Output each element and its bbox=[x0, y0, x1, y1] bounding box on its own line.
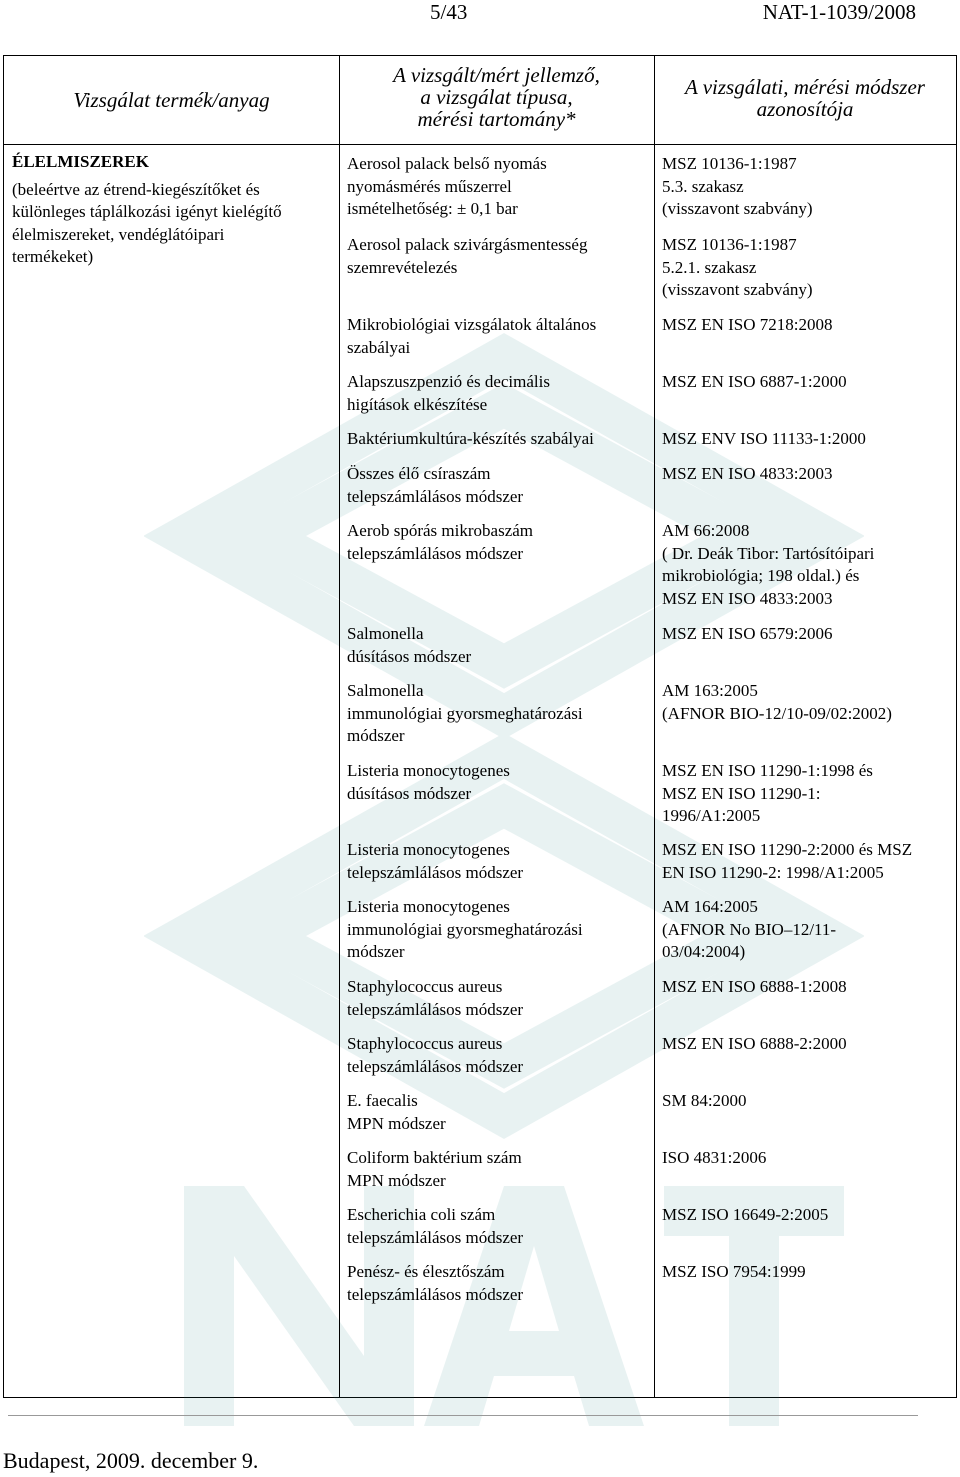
characteristics-column bbox=[347, 153, 647, 1393]
method-item: ISO 4831:2006 bbox=[662, 1148, 767, 1167]
characteristic-item: Salmonella immunológiai gyorsmeghatározási módszer bbox=[347, 681, 583, 745]
method-item: AM 66:2008 ( Dr. Deák Tibor: Tartósítóipari mikrobiológia; 198 oldal.) és MSZ EN ISO 4833:2003 bbox=[662, 521, 875, 608]
column-header-characteristic: A vizsgált/mért jellemző, a vizsgálat típusa, mérési tartomány* bbox=[393, 63, 600, 131]
method-item: MSZ ENV ISO 11133-1:2000 bbox=[662, 429, 866, 448]
characteristic-item: E. faecalis MPN módszer bbox=[347, 1091, 446, 1133]
column-header-product: Vizsgálat termék/anyag bbox=[73, 88, 270, 112]
method-item: MSZ 10136-1:1987 5.2.1. szakasz (visszavont szabvány) bbox=[662, 235, 813, 299]
characteristic-item: Escherichia coli szám telepszámlálásos módszer bbox=[347, 1205, 524, 1247]
characteristic-item: Staphylococcus aureus telepszámlálásos módszer bbox=[347, 1034, 524, 1076]
method-item: SM 84:2000 bbox=[662, 1091, 747, 1110]
characteristic-item: Listeria monocytogenes dúsításos módszer bbox=[347, 761, 510, 803]
product-cell bbox=[12, 151, 312, 269]
characteristic-item: Staphylococcus aureus telepszámlálásos módszer bbox=[347, 977, 524, 1019]
document-id: NAT-1-1039/2008 bbox=[762, 0, 916, 24]
header-divider bbox=[4, 144, 956, 145]
characteristic-item: Aerosol palack belső nyomás nyomásmérés műszerrel ismételhetőség: ± 0,1 bar bbox=[347, 154, 547, 218]
page-number: 5/43 bbox=[430, 0, 468, 24]
characteristic-item: Aerob spórás mikrobaszám telepszámlálásos módszer bbox=[347, 521, 534, 563]
column-divider bbox=[654, 56, 655, 1397]
methods-column bbox=[662, 153, 954, 1393]
characteristic-item: Salmonella dúsításos módszer bbox=[347, 624, 472, 666]
column-divider bbox=[339, 56, 340, 1397]
method-item: MSZ EN ISO 11290-2:2000 és MSZ EN ISO 11290-2: 1998/A1:2005 bbox=[662, 840, 913, 882]
characteristic-item: Listeria monocytogenes telepszámlálásos módszer bbox=[347, 840, 524, 882]
method-item: MSZ EN ISO 6579:2006 bbox=[662, 624, 833, 643]
footer-divider bbox=[8, 1415, 918, 1416]
characteristic-item: Mikrobiológiai vizsgálatok általános szabályai bbox=[347, 315, 597, 357]
characteristic-item: Aerosol palack szivárgásmentesség szemrevételezés bbox=[347, 235, 588, 277]
characteristic-item: Listeria monocytogenes immunológiai gyorsmeghatározási módszer bbox=[347, 897, 583, 961]
method-item: MSZ EN ISO 6888-2:2000 bbox=[662, 1034, 847, 1053]
method-item: MSZ EN ISO 4833:2003 bbox=[662, 464, 833, 483]
method-item: MSZ ISO 16649-2:2005 bbox=[662, 1205, 829, 1224]
characteristic-item: Coliform baktérium szám MPN módszer bbox=[347, 1148, 522, 1190]
product-title: ÉLELMISZEREK bbox=[12, 152, 149, 171]
characteristic-item: Penész- és élesztőszám telepszámlálásos módszer bbox=[347, 1262, 524, 1304]
characteristic-item: Összes élő csíraszám telepszámlálásos módszer bbox=[347, 464, 524, 506]
product-description: (beleértve az étrend-kiegészítőket és különleges táplálkozási igényt kielégítő élelmiszereket, vendéglátóipari termékeket) bbox=[12, 179, 282, 266]
method-item: MSZ EN ISO 11290-1:1998 és MSZ EN ISO 11290-1: 1996/A1:2005 bbox=[662, 761, 873, 825]
method-item: MSZ ISO 7954:1999 bbox=[662, 1262, 806, 1281]
footer-place-date: Budapest, 2009. december 9. bbox=[3, 1448, 259, 1473]
accreditation-table bbox=[3, 55, 957, 1398]
characteristic-item: Alapszuszpenzió és decimális higítások elkészítése bbox=[347, 372, 550, 414]
method-item: MSZ EN ISO 6888-1:2008 bbox=[662, 977, 847, 996]
method-item: AM 163:2005 (AFNOR BIO-12/10-09/02:2002) bbox=[662, 681, 892, 723]
method-item: MSZ 10136-1:1987 5.3. szakasz (visszavont szabvány) bbox=[662, 154, 813, 218]
method-item: MSZ EN ISO 7218:2008 bbox=[662, 315, 833, 334]
method-item: MSZ EN ISO 6887-1:2000 bbox=[662, 372, 847, 391]
characteristic-item: Baktériumkultúra-készítés szabályai bbox=[347, 429, 594, 448]
method-item: AM 164:2005 (AFNOR No BIO–12/11- 03/04:2004) bbox=[662, 897, 837, 961]
column-header-method: A vizsgálati, mérési módszer azonosítója bbox=[685, 75, 925, 121]
